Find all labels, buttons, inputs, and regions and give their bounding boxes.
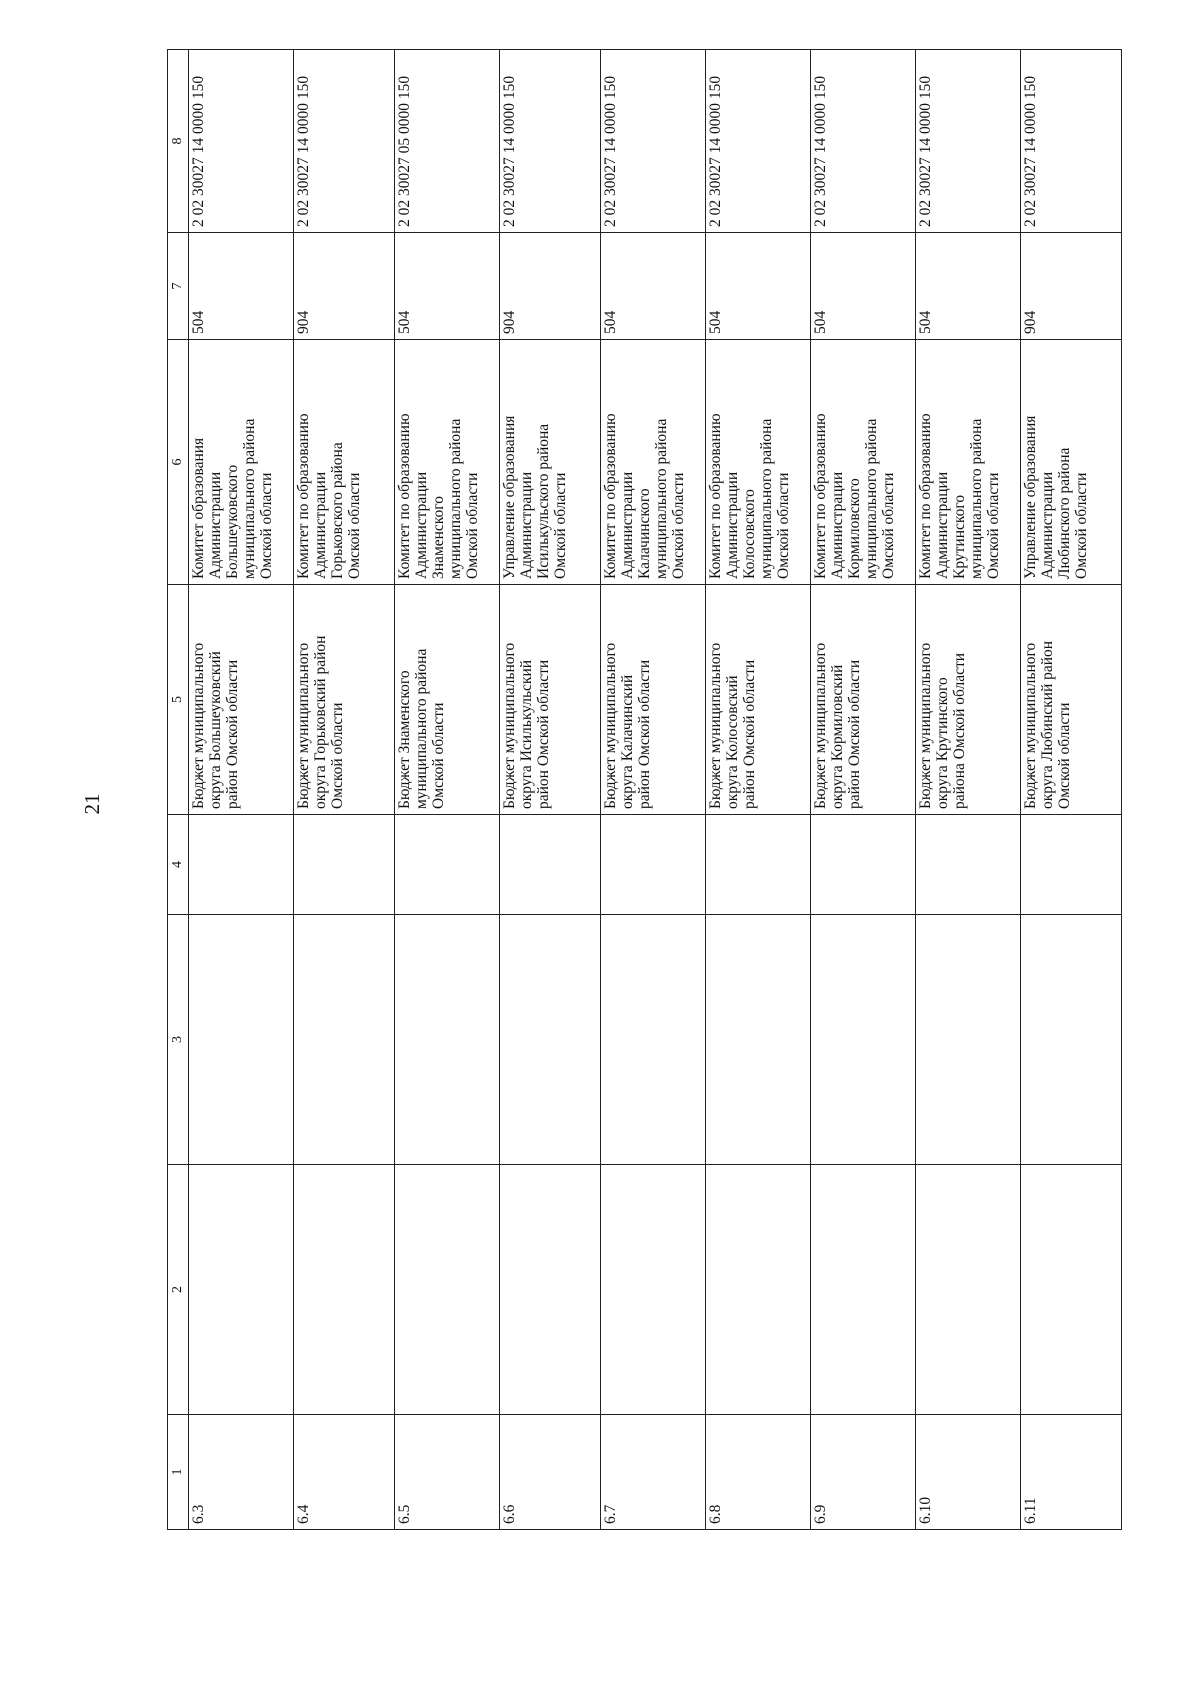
table-row xyxy=(811,50,916,1530)
row-number: 6.6 xyxy=(500,1415,601,1530)
admin-code: 904 xyxy=(1021,233,1122,340)
empty-cell xyxy=(916,815,1021,915)
column-header: 4 xyxy=(168,815,189,915)
column-header: 7 xyxy=(168,233,189,340)
admin-code: 904 xyxy=(294,233,395,340)
empty-cell xyxy=(1021,915,1122,1165)
admin-code: 504 xyxy=(916,233,1021,340)
budget-name: Бюджет муниципального округа Кормиловский район Омской области xyxy=(811,585,916,815)
administrator-name: Управление образования Администрации Исилькульского района Омской области xyxy=(500,340,601,585)
administrator-name: Комитет по образованию Администрации Кормиловского муниципального района Омской области xyxy=(811,340,916,585)
row-number: 6.11 xyxy=(1021,1415,1122,1530)
table-row xyxy=(706,50,811,1530)
row-number: 6.5 xyxy=(395,1415,500,1530)
budget-name: Бюджет муниципального округа Большеуковский район Омской области xyxy=(189,585,294,815)
empty-cell xyxy=(189,815,294,915)
empty-cell xyxy=(706,1165,811,1415)
admin-code: 504 xyxy=(811,233,916,340)
empty-cell xyxy=(601,1165,706,1415)
administrator-name: Управление образования Администрации Любинского района Омской области xyxy=(1021,340,1122,585)
empty-cell xyxy=(706,915,811,1165)
administrator-name: Комитет по образованию Администрации Знаменского муниципального района Омской области xyxy=(395,340,500,585)
budget-name: Бюджет Знаменского муниципального района Омской области xyxy=(395,585,500,815)
table-row xyxy=(294,50,395,1530)
admin-code: 904 xyxy=(500,233,601,340)
income-code: 2 02 30027 14 0000 150 xyxy=(811,50,916,233)
row-number: 6.4 xyxy=(294,1415,395,1530)
income-code: 2 02 30027 14 0000 150 xyxy=(706,50,811,233)
budget-name: Бюджет муниципального округа Любинский район Омской области xyxy=(1021,585,1122,815)
row-number: 6.7 xyxy=(601,1415,706,1530)
administrator-name: Комитет по образованию Администрации Колосовского муниципального района Омской области xyxy=(706,340,811,585)
empty-cell xyxy=(811,1165,916,1415)
row-number: 6.9 xyxy=(811,1415,916,1530)
income-code: 2 02 30027 05 0000 150 xyxy=(395,50,500,233)
admin-code: 504 xyxy=(601,233,706,340)
column-header: 5 xyxy=(168,585,189,815)
budget-name: Бюджет муниципального округа Исилькульский район Омской области xyxy=(500,585,601,815)
row-number: 6.8 xyxy=(706,1415,811,1530)
column-header: 2 xyxy=(168,1165,189,1415)
admin-code: 504 xyxy=(395,233,500,340)
budget-name: Бюджет муниципального округа Горьковский район Омской области xyxy=(294,585,395,815)
budget-name: Бюджет муниципального округа Колосовский район Омской области xyxy=(706,585,811,815)
administrator-name: Комитет по образованию Администрации Горьковского района Омской области xyxy=(294,340,395,585)
income-code: 2 02 30027 14 0000 150 xyxy=(189,50,294,233)
empty-cell xyxy=(395,815,500,915)
income-code: 2 02 30027 14 0000 150 xyxy=(916,50,1021,233)
table-row xyxy=(189,50,294,1530)
empty-cell xyxy=(601,815,706,915)
empty-cell xyxy=(1021,1165,1122,1415)
income-code: 2 02 30027 14 0000 150 xyxy=(1021,50,1122,233)
column-number-row xyxy=(168,50,189,1530)
income-code: 2 02 30027 14 0000 150 xyxy=(500,50,601,233)
budget-name: Бюджет муниципального округа Калачинский район Омской области xyxy=(601,585,706,815)
table-row xyxy=(1021,50,1122,1530)
table-row xyxy=(395,50,500,1530)
table-row xyxy=(916,50,1021,1530)
empty-cell xyxy=(706,815,811,915)
empty-cell xyxy=(1021,815,1122,915)
empty-cell xyxy=(294,915,395,1165)
empty-cell xyxy=(395,1165,500,1415)
empty-cell xyxy=(916,1165,1021,1415)
empty-cell xyxy=(811,815,916,915)
empty-cell xyxy=(500,1165,601,1415)
rotated-table-container xyxy=(167,50,1097,1530)
administrator-name: Комитет по образованию Администрации Калачинского муниципального района Омской области xyxy=(601,340,706,585)
budget-table xyxy=(167,49,1122,1530)
administrator-name: Комитет образования Администрации Большеуковского муниципального района Омской области xyxy=(189,340,294,585)
empty-cell xyxy=(294,1165,395,1415)
column-header: 1 xyxy=(168,1415,189,1530)
income-code: 2 02 30027 14 0000 150 xyxy=(294,50,395,233)
admin-code: 504 xyxy=(189,233,294,340)
administrator-name: Комитет по образованию Администрации Крутинского муниципального района Омской области xyxy=(916,340,1021,585)
table-row xyxy=(500,50,601,1530)
admin-code: 504 xyxy=(706,233,811,340)
empty-cell xyxy=(500,915,601,1165)
column-header: 3 xyxy=(168,915,189,1165)
empty-cell xyxy=(601,915,706,1165)
empty-cell xyxy=(500,815,601,915)
empty-cell xyxy=(189,1165,294,1415)
empty-cell xyxy=(916,915,1021,1165)
empty-cell xyxy=(811,915,916,1165)
empty-cell xyxy=(189,915,294,1165)
empty-cell xyxy=(294,815,395,915)
column-header: 8 xyxy=(168,50,189,233)
column-header: 6 xyxy=(168,340,189,585)
table-row xyxy=(601,50,706,1530)
budget-name: Бюджет муниципального округа Крутинского района Омской области xyxy=(916,585,1021,815)
income-code: 2 02 30027 14 0000 150 xyxy=(601,50,706,233)
empty-cell xyxy=(395,915,500,1165)
page-number: 21 xyxy=(80,793,104,815)
row-number: 6.10 xyxy=(916,1415,1021,1530)
row-number: 6.3 xyxy=(189,1415,294,1530)
